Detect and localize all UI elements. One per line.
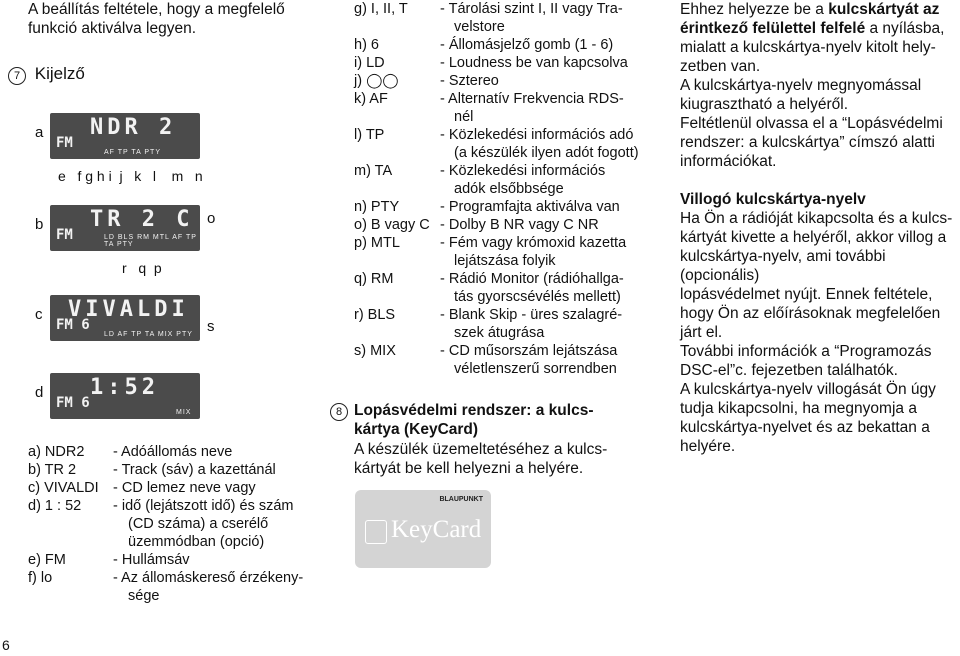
list-item xyxy=(354,306,654,324)
item-value: - Dolby B NR vagy C NR xyxy=(440,217,599,233)
item-key: o) B vagy C xyxy=(354,217,430,233)
pointer-labels-a: e f g h i j k l m n xyxy=(58,168,203,184)
item-value: - Az állomáskereső érzékeny- xyxy=(113,570,304,586)
item-value: - Tárolási szint I, II vagy Tra- xyxy=(440,1,623,17)
display-c xyxy=(50,295,200,341)
list-item xyxy=(354,54,654,72)
display-main-text: 1:52 xyxy=(90,375,159,400)
paragraph-line: kulcskártya-nyelvet és az bekattan a xyxy=(680,419,930,436)
paragraph-line: helyére. xyxy=(680,438,736,455)
paragraph-line: rendszer: a kulcskártya” címszó alatti xyxy=(680,134,935,151)
paragraph-line: kártyát kivette a helyéről, akkor villog a xyxy=(680,229,947,246)
list-item xyxy=(354,252,654,270)
pointer-labels-b: r q p xyxy=(122,260,162,276)
item-value: - Sztereo xyxy=(440,73,499,89)
keycard-chip-icon xyxy=(365,520,387,544)
pointer-label-s: s xyxy=(207,318,215,335)
item-value: szek átugrása xyxy=(454,325,545,341)
display-b xyxy=(50,205,200,251)
item-key: b) TR 2 xyxy=(28,462,77,478)
list-item xyxy=(354,234,654,252)
item-key: q) RM xyxy=(354,271,394,287)
list-item xyxy=(28,497,328,515)
item-value: (a készülék ilyen adót fogott) xyxy=(454,145,639,161)
item-key: a) NDR2 xyxy=(28,444,85,460)
display-d xyxy=(50,373,200,419)
list-item xyxy=(28,515,328,533)
item-value: - Rádió Monitor (rádióhallga- xyxy=(440,271,624,287)
list-item xyxy=(354,126,654,144)
keycard-name: KeyCard xyxy=(391,516,482,543)
display-tag: d xyxy=(35,384,44,401)
item-key: h) 6 xyxy=(354,37,379,53)
item-value: nél xyxy=(454,109,474,125)
list-item xyxy=(28,479,328,497)
item-key: c) VIVALDI xyxy=(28,480,99,496)
display-band: FM xyxy=(56,227,73,243)
display-tag: c xyxy=(35,306,43,323)
list-item xyxy=(354,0,654,18)
item-value: - Hullámsáv xyxy=(113,552,190,568)
item-value: (CD száma) a cserélő xyxy=(128,516,269,532)
item-value: - Fém vagy krómoxid kazetta xyxy=(440,235,627,251)
item-key: s) MIX xyxy=(354,343,396,359)
section-8-text xyxy=(354,440,654,478)
item-value: véletlenszerű sorrendben xyxy=(454,361,617,377)
legend-list-1 xyxy=(28,443,328,605)
paragraph-line: érintkező felülettel felfelé a nyílásba, xyxy=(680,20,945,37)
display-indicators: LD BLS RM MTL AF TP TA PTY xyxy=(104,234,197,248)
section-8-title xyxy=(354,401,654,439)
list-item xyxy=(354,360,654,378)
paragraph-line: A kulcskártya-nyelv villogását Ön úgy xyxy=(680,381,936,398)
item-key: j) ◯◯ xyxy=(354,73,399,89)
paragraph-line: További információk a “Programozás xyxy=(680,343,932,360)
item-key: l) TP xyxy=(354,127,385,143)
paragraph-line: információkat. xyxy=(680,153,777,170)
item-value: velstore xyxy=(454,19,505,35)
item-value: lejátszása folyik xyxy=(454,253,556,269)
item-key: f) lo xyxy=(28,570,53,586)
list-item xyxy=(354,342,654,360)
display-tag: b xyxy=(35,216,44,233)
column-3-text xyxy=(680,0,960,456)
item-value: - Track (sáv) a kazettánál xyxy=(113,462,276,478)
display-main-text: NDR 2 xyxy=(90,115,177,140)
item-key: i) LD xyxy=(354,55,385,71)
paragraph-line: kulcskártya-nyelv, ami további (opcionális) xyxy=(680,248,886,284)
item-value: - Adóállomás neve xyxy=(113,444,233,460)
item-value: - CD lemez neve vagy xyxy=(113,480,256,496)
display-indicators: MIX xyxy=(176,409,192,416)
display-main-text: TR 2 C xyxy=(90,207,194,232)
keycard-brand: BLAUPUNKT xyxy=(439,496,483,503)
item-key: m) TA xyxy=(354,163,393,179)
paragraph-line: kiugrasztható a helyéről. xyxy=(680,96,849,113)
list-item xyxy=(354,198,654,216)
list-item xyxy=(354,288,654,306)
intro-text: A beállítás feltétele, hogy a megfelelő funkció aktiválva legyen. xyxy=(28,1,285,37)
pointer-label-o: o xyxy=(207,210,216,227)
paragraph-line: Feltétlenül olvassa el a “Lopásvédelmi xyxy=(680,115,943,132)
keycard-image xyxy=(355,490,491,568)
display-band: FM 6 xyxy=(56,317,90,333)
list-item xyxy=(28,587,328,605)
paragraph-line: mialatt a kulcskártya-nyelv kitolt hely- xyxy=(680,39,936,56)
list-item xyxy=(354,270,654,288)
subsection-heading: Villogó kulcskártya-nyelv xyxy=(680,191,866,208)
display-a xyxy=(50,113,200,159)
section-number-badge: 8 xyxy=(330,403,348,421)
item-key: n) PTY xyxy=(354,199,400,215)
item-value: - Alternatív Frekvencia RDS- xyxy=(440,91,624,107)
list-item xyxy=(354,216,654,234)
paragraph-line: lopásvédelmet nyújt. Ennek feltétele, xyxy=(680,286,933,303)
display-indicators: LD AF TP TA MIX PTY xyxy=(104,331,193,338)
paragraph-line: A kulcskártya-nyelv megnyomással xyxy=(680,77,922,94)
section-number-badge: 7 xyxy=(8,67,26,85)
section-title-line: Lopásvédelmi rendszer: a kulcs- xyxy=(354,402,594,419)
item-value: - Közlekedési információs adó xyxy=(440,127,634,143)
list-item xyxy=(28,461,328,479)
list-item xyxy=(28,569,328,587)
display-tag: a xyxy=(35,124,44,141)
list-item xyxy=(28,551,328,569)
item-value: - Loudness be van kapcsolva xyxy=(440,55,628,71)
section-title-line: kártya (KeyCard) xyxy=(354,421,479,438)
section-title: Kijelző xyxy=(34,64,85,83)
display-main-text: VIVALDI xyxy=(68,297,189,322)
legend-list-2 xyxy=(354,0,654,378)
item-value: - CD műsorszám lejátszása xyxy=(440,343,618,359)
section-7-heading xyxy=(8,64,85,85)
paragraph-line: járt el. xyxy=(680,324,723,341)
paragraph-line: Ha Ön a rádióját kikapcsolta és a kulcs- xyxy=(680,210,953,227)
section-8-heading xyxy=(330,402,348,421)
list-item xyxy=(354,162,654,180)
display-band: FM 6 xyxy=(56,395,90,411)
paragraph-line: zetben van. xyxy=(680,58,761,75)
item-value: adók elsőbbsége xyxy=(454,181,564,197)
page-number: 6 xyxy=(2,637,10,653)
paragraph-line: hogy Ön az előírásoknak megfelelően xyxy=(680,305,941,322)
paragraph-line: DSC-el”c. fejezetben találhatók. xyxy=(680,362,898,379)
display-indicators: AF TP TA PTY xyxy=(104,149,161,156)
item-value: - Közlekedési információs xyxy=(440,163,606,179)
paragraph-line: tudja kikapcsolni, ha megnyomja a xyxy=(680,400,917,417)
list-item xyxy=(28,533,328,551)
paragraph-line: kártyát be kell helyezni a helyére. xyxy=(354,460,584,477)
list-item xyxy=(354,72,654,90)
item-value: - Programfajta aktiválva van xyxy=(440,199,620,215)
item-key: e) FM xyxy=(28,552,66,568)
item-value: tás gyorscsévélés mellett) xyxy=(454,289,621,305)
item-value: üzemmódban (opció) xyxy=(128,534,265,550)
list-item xyxy=(354,180,654,198)
list-item xyxy=(354,144,654,162)
paragraph-line: Ehhez helyezze be a kulcskártyát az xyxy=(680,1,940,18)
display-band: FM xyxy=(56,135,73,151)
list-item xyxy=(354,18,654,36)
list-item xyxy=(354,324,654,342)
item-key: g) I, II, T xyxy=(354,1,408,17)
item-key: p) MTL xyxy=(354,235,400,251)
list-item xyxy=(28,443,328,461)
item-value: - Blank Skip - üres szalagré- xyxy=(440,307,623,323)
item-value: - idő (lejátszott idő) és szám xyxy=(113,498,294,514)
list-item xyxy=(354,108,654,126)
list-item xyxy=(354,36,654,54)
item-key: d) 1 : 52 xyxy=(28,498,82,514)
item-key: k) AF xyxy=(354,91,388,107)
item-value: - Állomásjelző gomb (1 - 6) xyxy=(440,37,614,53)
item-value: sége xyxy=(128,588,160,604)
paragraph-line: A készülék üzemeltetéséhez a kulcs- xyxy=(354,441,608,458)
list-item xyxy=(354,90,654,108)
item-key: r) BLS xyxy=(354,307,396,323)
